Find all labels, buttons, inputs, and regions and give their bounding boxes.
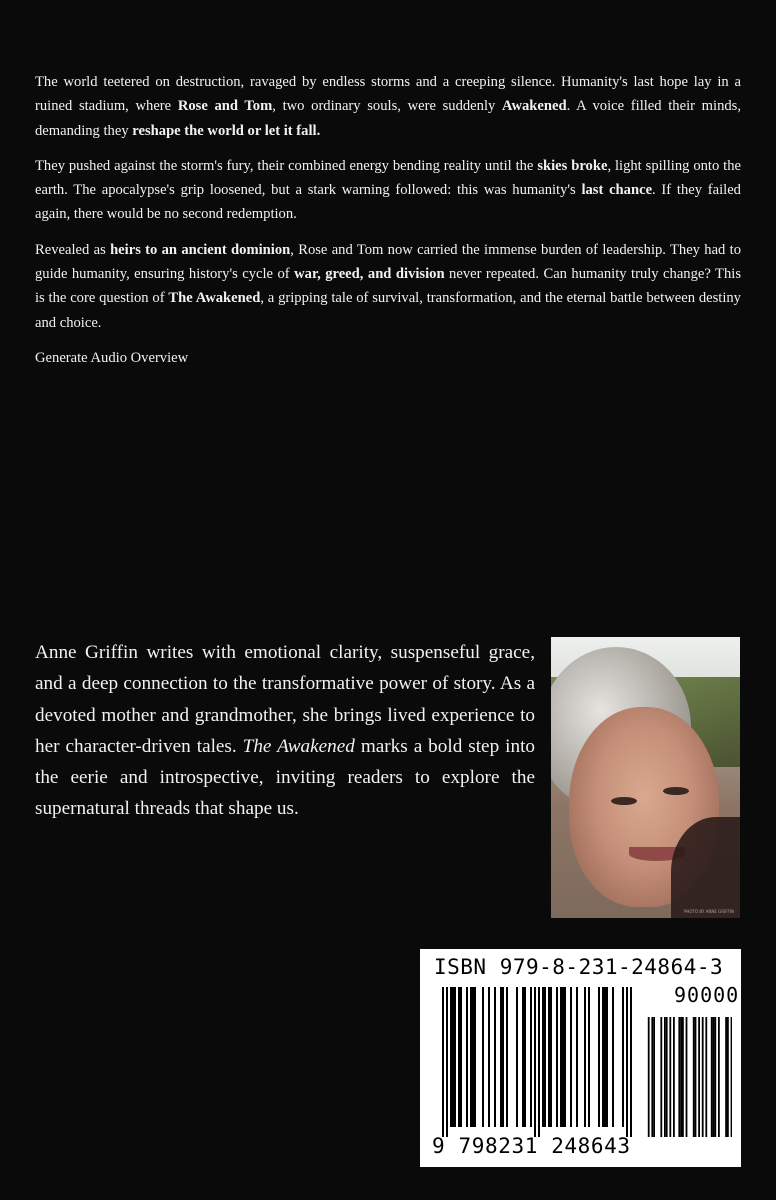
emphasis-text: war, greed, and division: [294, 266, 445, 283]
author-bio-text: [35, 637, 535, 825]
barcode-bar: [522, 987, 524, 1127]
barcode-bar: [562, 987, 564, 1127]
book-title-italic: The Awakened: [242, 735, 355, 757]
barcode-bar: [550, 987, 552, 1127]
author-bio: [35, 637, 535, 825]
barcode-bar: [452, 987, 454, 1127]
barcode-guard-bar: [538, 987, 540, 1137]
barcode-bar: [472, 987, 474, 1127]
barcode-guard-bar: [446, 987, 448, 1137]
barcode-bar: [542, 987, 544, 1127]
addon-bar: [648, 1017, 650, 1137]
emphasis-text: last chance: [581, 182, 653, 199]
barcode-bar: [556, 987, 558, 1127]
addon-bar: [711, 1017, 713, 1137]
addon-bar: [693, 1017, 695, 1137]
body-text: never repeated. Can humanity truly change? This is the core question of: [35, 266, 742, 307]
barcode-bar: [570, 987, 572, 1127]
author-bio-text-end: marks a bold step into the eerie and introspective, inviting readers to explore the supernatural threads that shape us.: [35, 735, 535, 820]
synopsis-paragraph-2: [35, 154, 741, 227]
addon-bar: [698, 1017, 700, 1137]
addon-bar: [705, 1017, 707, 1137]
body-text: , Rose and Tom now carried the immense burden of leadership. They had to guide humanity, ensuring history's cycle of: [35, 241, 742, 283]
addon-bar: [664, 1017, 666, 1137]
author-bio-text-start: Anne Griffin writes with emotional clarity, suspenseful grace, and a deep connection to the transformative power of story. As a devoted mother and grandmother, she brings lived experience to her character-driven tales.: [35, 642, 535, 757]
barcode-bar: [500, 987, 502, 1127]
barcode-bar: [606, 987, 608, 1127]
body-text: , light spilling onto the earth. The apocalypse's grip loosened, but a stark warning followed: this was humanity's: [35, 157, 741, 199]
barcode-bar: [474, 987, 476, 1127]
barcode-bar: [604, 987, 606, 1127]
addon-bar: [702, 1017, 704, 1137]
barcode-bar: [494, 987, 496, 1127]
barcode-bar: [548, 987, 550, 1127]
barcode-bar: [544, 987, 546, 1127]
addon-bar: [695, 1017, 697, 1137]
addon-bar: [686, 1017, 688, 1137]
generate-audio-overview-link[interactable]: Generate Audio Overview: [35, 349, 189, 366]
barcode-bar: [602, 987, 604, 1127]
emphasis-text: heirs to an ancient dominion: [110, 241, 291, 258]
addon-bar: [660, 1017, 662, 1137]
addon-bar: [666, 1017, 668, 1137]
body-text: , two ordinary souls, were suddenly: [272, 98, 502, 115]
author-photo: [551, 637, 740, 918]
barcode-bar: [482, 987, 484, 1127]
barcode-bar: [530, 987, 532, 1127]
addon-bar: [713, 1017, 715, 1137]
barcode-bar: [502, 987, 504, 1127]
addon-bar: [680, 1017, 682, 1137]
isbn-label: ISBN 979-8-231-24864-3: [434, 955, 724, 979]
barcode-guard-bar: [630, 987, 632, 1137]
emphasis-text: Awakened: [501, 98, 567, 115]
addon-bar: [727, 1017, 729, 1137]
barcode-guard-bar: [534, 987, 536, 1137]
addon-bar: [678, 1017, 680, 1137]
addon-bar: [731, 1017, 732, 1137]
ean-digits: 9 798231 248643: [432, 1134, 631, 1158]
body-text: The world teetered on destruction, ravaged by endless storms and a creeping silence. Humanity's last hope lay in a ruined stadium, where: [35, 74, 741, 115]
barcode-bar: [576, 987, 578, 1127]
isbn-barcode: [420, 949, 741, 1167]
body-text: , a gripping tale of survival, transformation, and the eternal battle between destiny and choice.: [35, 290, 741, 331]
emphasis-text: reshape the world or let it fall.: [132, 122, 321, 139]
body-text: . A voice filled their minds, demanding they: [35, 98, 741, 139]
barcode-bar: [454, 987, 456, 1127]
barcode-bar: [588, 987, 590, 1127]
barcode-guard-bar: [442, 987, 444, 1137]
barcode-bar: [460, 987, 462, 1127]
body-text: Revealed as: [35, 241, 111, 258]
body-text: They pushed against the storm's fury, their combined energy bending reality until the: [35, 157, 538, 174]
synopsis-paragraph-1: [35, 70, 741, 143]
addon-bar: [714, 1017, 716, 1137]
body-text: . If they failed again, there would be no second redemption.: [35, 182, 741, 223]
synopsis-paragraph-3: [35, 238, 741, 335]
addon-bar: [718, 1017, 720, 1137]
barcode-bar: [516, 987, 518, 1127]
photo-credit: PHOTO BY ANNE GRIFFIN: [683, 909, 734, 914]
emphasis-text: skies broke: [537, 157, 608, 174]
barcode-bar: [524, 987, 526, 1127]
addon-bar: [682, 1017, 684, 1137]
barcode-bar: [622, 987, 624, 1127]
barcode-bar: [450, 987, 452, 1127]
addon-bar: [651, 1017, 653, 1137]
barcode-bars: [442, 987, 732, 1137]
emphasis-text: The Awakened: [168, 290, 261, 307]
addon-bar: [669, 1017, 671, 1137]
barcode-bar: [598, 987, 600, 1127]
barcode-bar: [466, 987, 468, 1127]
addon-bar: [725, 1017, 727, 1137]
addon-bar: [673, 1017, 675, 1137]
barcode-bar: [488, 987, 490, 1127]
barcode-bar: [470, 987, 472, 1127]
barcode-bar: [564, 987, 566, 1127]
price-code: 90000: [674, 983, 740, 1007]
barcode-bar: [458, 987, 460, 1127]
emphasis-text: Rose and Tom: [177, 98, 273, 115]
synopsis: [35, 70, 741, 370]
addon-bar: [653, 1017, 655, 1137]
barcode-guard-bar: [626, 987, 628, 1137]
barcode-bar: [560, 987, 562, 1127]
barcode-bar: [612, 987, 614, 1127]
barcode-bar: [584, 987, 586, 1127]
barcode-bar: [506, 987, 508, 1127]
